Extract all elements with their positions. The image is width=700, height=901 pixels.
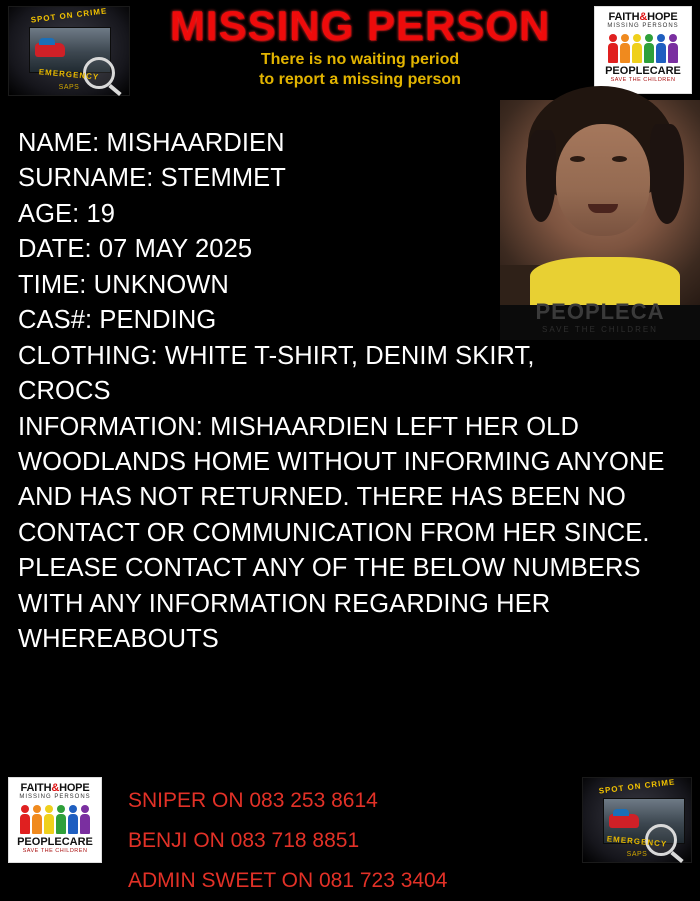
spot-on-crime-arc-bottom-text: EMERGENCY (38, 67, 100, 82)
spot-on-crime-logo (8, 6, 130, 96)
title-block (140, 4, 580, 90)
police-car-icon (35, 43, 65, 57)
detail-time: TIME: UNKNOWN (18, 270, 229, 299)
contact-benji[interactable]: BENJI ON 083 718 8851 (128, 828, 360, 852)
faith-and-hope-title-b-footer: HOPE (59, 782, 90, 794)
detail-clothing-line-2: CROCS (18, 377, 111, 406)
spot-on-crime-arc-bottom-text-footer: EMERGENCY (606, 834, 668, 849)
detail-name: NAME: MISHAARDIEN (18, 129, 285, 157)
faith-and-hope-tagline: SAVE THE CHILDREN (610, 77, 676, 83)
person-icon-yellow-footer (44, 805, 54, 834)
details-section (18, 126, 686, 658)
detail-information: INFORMATION: MISHAARDIEN LEFT HER OLD WOODLANDS HOME WITHOUT INFORMING ANYONE AND HAS NOT RETURNED. THERE HAS BEEN NO CONTACT OR COMMUNICATION FROM HER SINCE. PLEASE CONTACT ANY OF THE BELOW NUMBERS WITH ANY INFORMATION REGARDING HER WHEREABOUTS (18, 412, 665, 654)
spot-on-crime-logo-footer (582, 777, 692, 863)
faith-and-hope-subtitle-footer: MISSING PERSONS (19, 794, 91, 800)
person-icon-orange-footer (32, 805, 42, 834)
faith-and-hope-title-a-footer: FAITH (20, 782, 52, 794)
faith-and-hope-tagline-footer: SAVE THE CHILDREN (22, 848, 88, 854)
detail-case-number: CAS#: PENDING (18, 306, 217, 335)
poster-subtitle-line-1: There is no waiting period (260, 51, 460, 69)
faith-and-hope-title (595, 11, 691, 23)
contact-list (128, 781, 558, 901)
person-icon-red (608, 34, 618, 63)
faith-and-hope-logo-footer (8, 777, 102, 863)
faith-and-hope-title-footer (9, 782, 101, 794)
spot-on-crime-arc-top-text: SPOT ON CRIME (30, 6, 108, 25)
person-icon-blue (656, 34, 666, 63)
faith-and-hope-title-amp-footer: & (51, 782, 60, 794)
person-icon-green-footer (56, 805, 66, 834)
detail-date: DATE: 07 MAY 2025 (18, 235, 253, 264)
photo-watermark-subtext: SAVE THE CHILDREN (542, 325, 658, 334)
detail-clothing-line-1: CLOTHING: WHITE T-SHIRT, DENIM SKIRT, (18, 341, 535, 370)
detail-surname: SURNAME: STEMMET (18, 164, 286, 193)
faith-and-hope-subtitle: MISSING PERSONS (607, 23, 679, 29)
spot-on-crime-sub-text-footer: SAPS (626, 851, 648, 858)
photo-watermark-text: PEOPLECA (535, 299, 665, 324)
poster-footer (0, 755, 700, 892)
poster-subtitle-line-2: to report a missing person (259, 71, 461, 89)
spot-on-crime-sub-text: SAPS (58, 84, 80, 91)
poster-title: MISSING PERSON (169, 2, 551, 49)
person-icon-red-footer (20, 805, 30, 834)
faith-and-hope-brand: PEOPLECARE (605, 65, 681, 77)
person-icon-yellow (632, 34, 642, 63)
spot-on-crime-arc-top-text-footer: SPOT ON CRIME (598, 777, 676, 796)
person-icon-green (644, 34, 654, 63)
detail-age: AGE: 19 (18, 199, 116, 228)
people-group-icon-footer (9, 802, 101, 834)
person-icon-blue-footer (68, 805, 78, 834)
faith-and-hope-logo (594, 6, 692, 94)
faith-and-hope-title-b: HOPE (647, 11, 678, 23)
person-icon-purple-footer (80, 805, 90, 834)
contact-sniper[interactable]: SNIPER ON 083 253 8614 (128, 789, 378, 812)
person-icon-purple (668, 34, 678, 63)
police-car-icon-footer (609, 814, 639, 828)
contact-admin-sweet[interactable]: ADMIN SWEET ON 081 723 3404 (128, 868, 448, 892)
people-group-icon (595, 31, 691, 63)
faith-and-hope-title-a: FAITH (608, 11, 640, 23)
person-icon-orange (620, 34, 630, 63)
faith-and-hope-brand-footer: PEOPLECARE (17, 836, 93, 848)
faith-and-hope-title-amp: & (639, 11, 648, 23)
